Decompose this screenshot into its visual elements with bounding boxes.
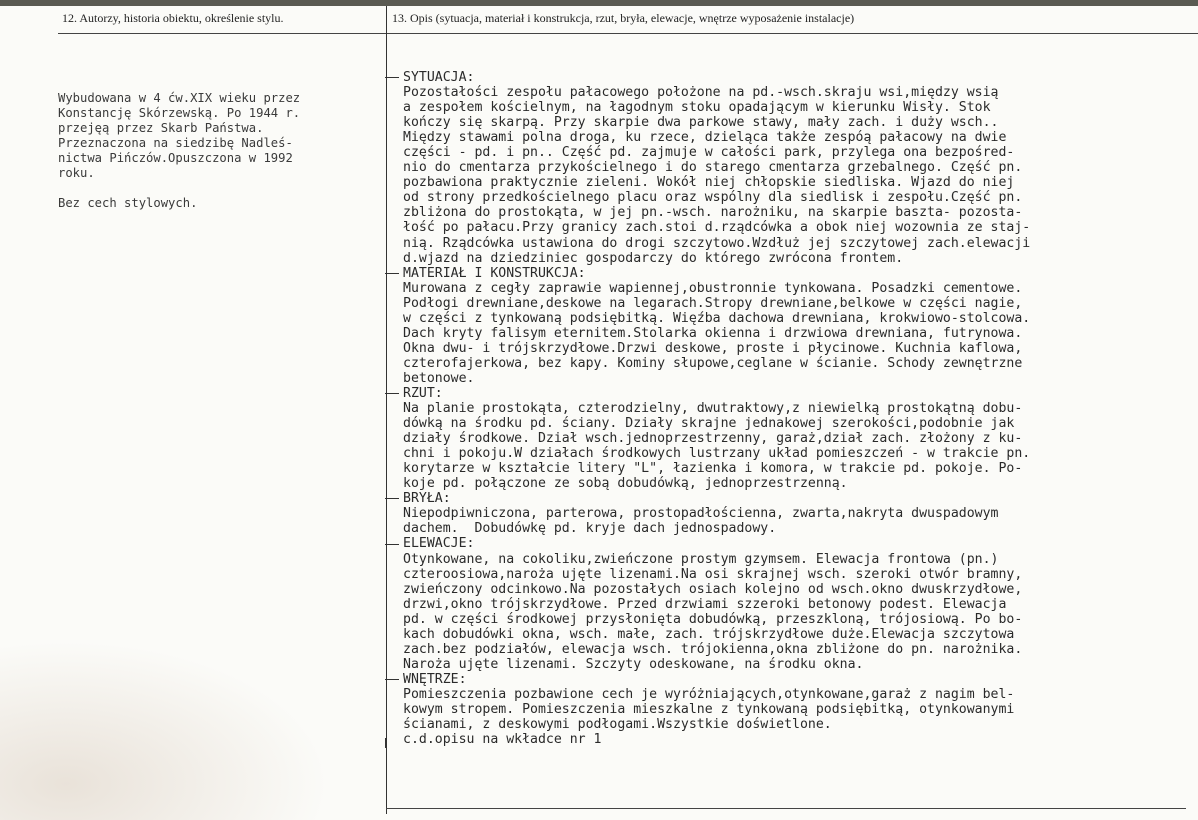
header-underline-12 (58, 33, 386, 34)
description-line: w części z tynkowaną podsiębitką. Więźba dachowa drewniana, krokwiowo-stolcowa. (403, 310, 1031, 326)
description-line: zwieńczony odcinkowo.Na pozostałych osiach kolejno od wsch.okno dwuskrzydłowe, (403, 581, 1023, 597)
section-tick (385, 498, 399, 499)
header-underline-13 (386, 33, 1198, 34)
field-12-header: 12. Autorzy, historia obiektu, określenie stylu. (62, 11, 284, 25)
description-line: Pomieszczenia pozbawione cech je wyróżniających,otynkowane,garaż z nagim bel- (403, 686, 1015, 702)
bottom-rule (386, 808, 1186, 809)
description-line: części - pd. i pn.. Część pd. zajmuje w całości park, przylega ona bezpośred- (403, 145, 1015, 161)
history-line: Wybudowana w 4 ćw.XIX wieku przez (58, 91, 301, 105)
history-line: roku. (58, 166, 95, 181)
description-line: kowym stropem. Pomieszczenia mieszkalne z tynkowaną podsiębitką, otynkowanymi (403, 701, 1015, 717)
description-line: betonowe. (403, 370, 475, 386)
section-tick (385, 679, 399, 680)
section-tick (385, 544, 399, 545)
section-heading: MATERIAŁ I KONSTRUKCJA: (403, 265, 586, 281)
section-heading: SYTUACJA: (403, 70, 475, 85)
page-top-edge (0, 0, 1198, 6)
description-line: a zespołem kościelnym, na łagodnym stoku opadającym w kierunku Wisły. Stok (403, 100, 991, 116)
description-line: działy środkowe. Dział wsch.jednoprzestrzenny, garaż,dział zach. złożony z ku- (403, 431, 1023, 447)
description-line: Między stawami polna droga, ku rzece, dzieląca także zespóą pałacowy na dwie (403, 130, 1007, 146)
paper-stain (0, 640, 330, 820)
description-line: Dach kryty falisym eternitem.Stolarka okienna i drzwiowa drewniana, futrynowa. (403, 325, 1023, 341)
section-heading: WNĘTRZE: (403, 671, 467, 687)
description-line: zbliżona do prostokąta, w jej pn.-wsch. narożniku, na skarpie baszta- pozosta- (403, 205, 1023, 221)
description-line: Okna dwu- i trójskrzydłowe.Drzwi deskowe, proste i płycinowe. Kuchnia kaflowa, (403, 340, 1023, 356)
history-line: Przeznaczona na siedzibę Nadleś- (58, 136, 293, 151)
description-line: nio do cmentarza przykościelnego i do starego cmentarza grzebalnego. Część pn. (403, 160, 1023, 176)
description-line: czterofajerkowa, bez kapy. Kominy słupowe,ceglane w ścianie. Schody zewnętrzne (403, 355, 1023, 371)
description-line: d.wjazd na dziedziniec gospodarczy do którego zwrócona frontem. (403, 250, 904, 266)
description-line: Murowana z cegły zaprawie wapiennej,obustronnie tynkowana. Posadzki cementowe. (403, 280, 1023, 296)
description-line: Naroża ujęte lizenami. Szczyty odeskowane, na środku okna. (403, 656, 864, 672)
description-line: koje pd. połączone ze sobą dobudówką, jednoprzestrzenną. (403, 476, 848, 492)
description-line: pozbawiona praktycznie zieleni. Wokół niej chłopskie siedliska. Wjazd do niej (403, 175, 1015, 191)
description-text (403, 70, 1193, 747)
history-line: Konstancję Skórzewską. Po 1944 r. (58, 106, 301, 121)
history-text (58, 91, 386, 211)
description-line: zach.bez podziałów, elewacja wsch. trójokienna,okna zbliżone do pn. narożnika. (403, 641, 1023, 657)
history-line: Bez cech stylowych. (58, 196, 198, 211)
description-line: Niepodpiwniczona, parterowa, prostopadłościenna, zwarta,nakryta dwuspadowym (403, 506, 999, 522)
description-line: korytarze w kształcie litery "L", łazienka i komora, w trakcie pd. pokoje. Po- (403, 461, 1023, 477)
column-divider (386, 6, 387, 814)
description-line: c.d.opisu na wkładce nr 1 (403, 732, 602, 748)
description-line: pd. w części środkowej przysłonięta dobudówką, przeszkloną, trójosiową. Po bo- (403, 611, 1023, 627)
description-line: od strony przedkościelnego placu oraz wspólny dla siedlisk i zespołu.Część pn. (403, 190, 1023, 206)
section-bracket (385, 738, 386, 748)
description-line: kach dobudówki okna, wsch. małe, zach. trójskrzydłowe duże.Elewacja szczytowa (403, 626, 1015, 642)
description-line: drzwi,okno trójskrzydłowe. Przed drzwiami szzeroki betonowy podest. Elewacja (403, 596, 1007, 612)
section-heading: BRYŁA: (403, 491, 451, 507)
history-line: nictwa Pińczów.Opuszczona w 1992 (58, 151, 293, 166)
description-line: łość po pałacu.Przy granicy zach.stoi d.rządcówka a obok niej wozownia ze staj- (403, 220, 1031, 236)
description-line: kończy się skarpą. Przy skarpie dwa parkowe stawy, mały zach. i duży wsch.. (403, 115, 999, 131)
description-line: czteroosiowa,naroża ujęte lizenami.Na osi skrajnej wsch. szeroki otwór bramny, (403, 566, 1023, 582)
description-line: nią. Rządcówka ustawiona do drogi szczytowo.Wzdłuż jej szczytowej zach.elewacji (403, 235, 1031, 251)
description-line: Na planie prostokąta, czterodzielny, dwutraktowy,z niewielką prostokątną dobu- (403, 401, 1023, 417)
field-13-header: 13. Opis (sytuacja, materiał i konstrukcja, rzut, bryła, elewacje, wnętrze wyposażenie instalacje) (392, 11, 855, 25)
section-tick (385, 273, 399, 274)
description-line: Otynkowane, na cokoliku,zwieńczone prostym gzymsem. Elewacja frontowa (pn.) (403, 551, 999, 567)
section-heading: RZUT: (403, 385, 443, 401)
history-line: przejęą przez Skarb Państwa. (58, 121, 264, 136)
description-line: chni i pokoju.W działach środkowych lustrzany układ pomieszczeń - w trakcie pn. (403, 446, 1031, 462)
description-line: dówką na środku pd. ściany. Działy skrajne jednakowej szerokości,podobnie jak (403, 416, 1015, 432)
history-line (58, 181, 386, 196)
description-line: Pozostałości zespołu pałacowego położone na pd.-wsch.skraju wsi,między wsią (403, 85, 999, 101)
description-line: ścianami, z deskowymi podłogami.Wszystkie doświetlone. (403, 717, 832, 733)
section-tick (385, 77, 399, 78)
description-line: dachem. Dobudówkę pd. kryje dach jednospadowy. (403, 521, 777, 537)
section-tick (385, 393, 399, 394)
section-heading: ELEWACJE: (403, 536, 475, 552)
description-line: Podłogi drewniane,deskowe na legarach.Stropy drewniane,belkowe w części nagie, (403, 295, 1023, 311)
